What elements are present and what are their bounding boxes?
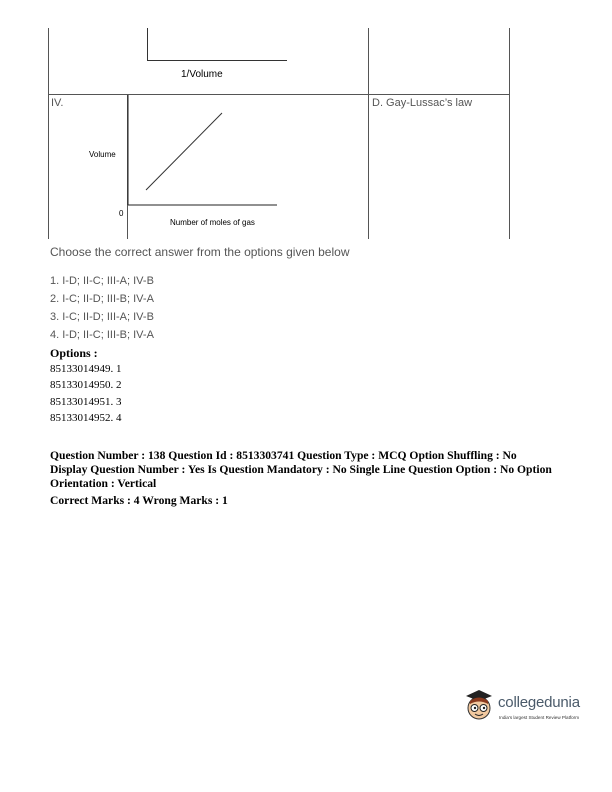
table-mid-border-row4: [368, 94, 369, 239]
option-id-3: 85133014951. 3: [50, 396, 122, 408]
question-meta-line-3: Orientation : Vertical: [50, 477, 157, 490]
options-heading: Options :: [50, 346, 98, 360]
instruction-text: Choose the correct answer from the options given below: [50, 245, 350, 259]
mascot-icon: [462, 688, 496, 722]
table-mid-border-top: [368, 28, 369, 94]
logo-name: collegedunia: [498, 694, 580, 711]
choice-2: 2. I-C; II-D; III-B; IV-A: [50, 293, 154, 305]
question-meta-line-1: Question Number : 138 Question Id : 8513303741 Question Type : MCQ Option Shuffling : No: [50, 449, 517, 462]
row3-graph-xlabel: 1/Volume: [181, 69, 223, 80]
row3-graph-x-axis: [147, 60, 287, 61]
option-id-4: 85133014952. 4: [50, 412, 122, 424]
table-left-border-top: [48, 28, 49, 94]
logo-tagline: India's largest Student Review Platform: [499, 715, 580, 720]
table-right-border-row4: [509, 94, 510, 239]
graph-ylabel: Volume: [89, 150, 116, 159]
graph-origin-label: 0: [119, 209, 124, 218]
option-id-2: 85133014950. 2: [50, 379, 122, 391]
option-id-1: 85133014949. 1: [50, 363, 122, 375]
row3-graph-y-axis: [147, 28, 148, 60]
row4-law: D. Gay-Lussac’s law: [372, 97, 473, 109]
volume-vs-moles-graph: [127, 95, 368, 238]
graph-trend-line: [146, 113, 222, 190]
table-right-border-top: [509, 28, 510, 94]
question-meta-line-4: Correct Marks : 4 Wrong Marks : 1: [50, 494, 228, 507]
graph-xlabel: Number of moles of gas: [170, 218, 255, 227]
row4-label: IV.: [51, 97, 64, 109]
table-left-border-row4: [48, 94, 49, 239]
choice-1: 1. I-D; II-C; III-A; IV-B: [50, 275, 154, 287]
choice-3: 3. I-C; II-D; III-A; IV-B: [50, 311, 154, 323]
collegedunia-logo: [462, 688, 602, 728]
question-meta-line-2: Display Question Number : Yes Is Question Mandatory : No Single Line Question Option : No Option: [50, 463, 552, 476]
choice-4: 4. I-D; II-C; III-B; IV-A: [50, 329, 154, 341]
